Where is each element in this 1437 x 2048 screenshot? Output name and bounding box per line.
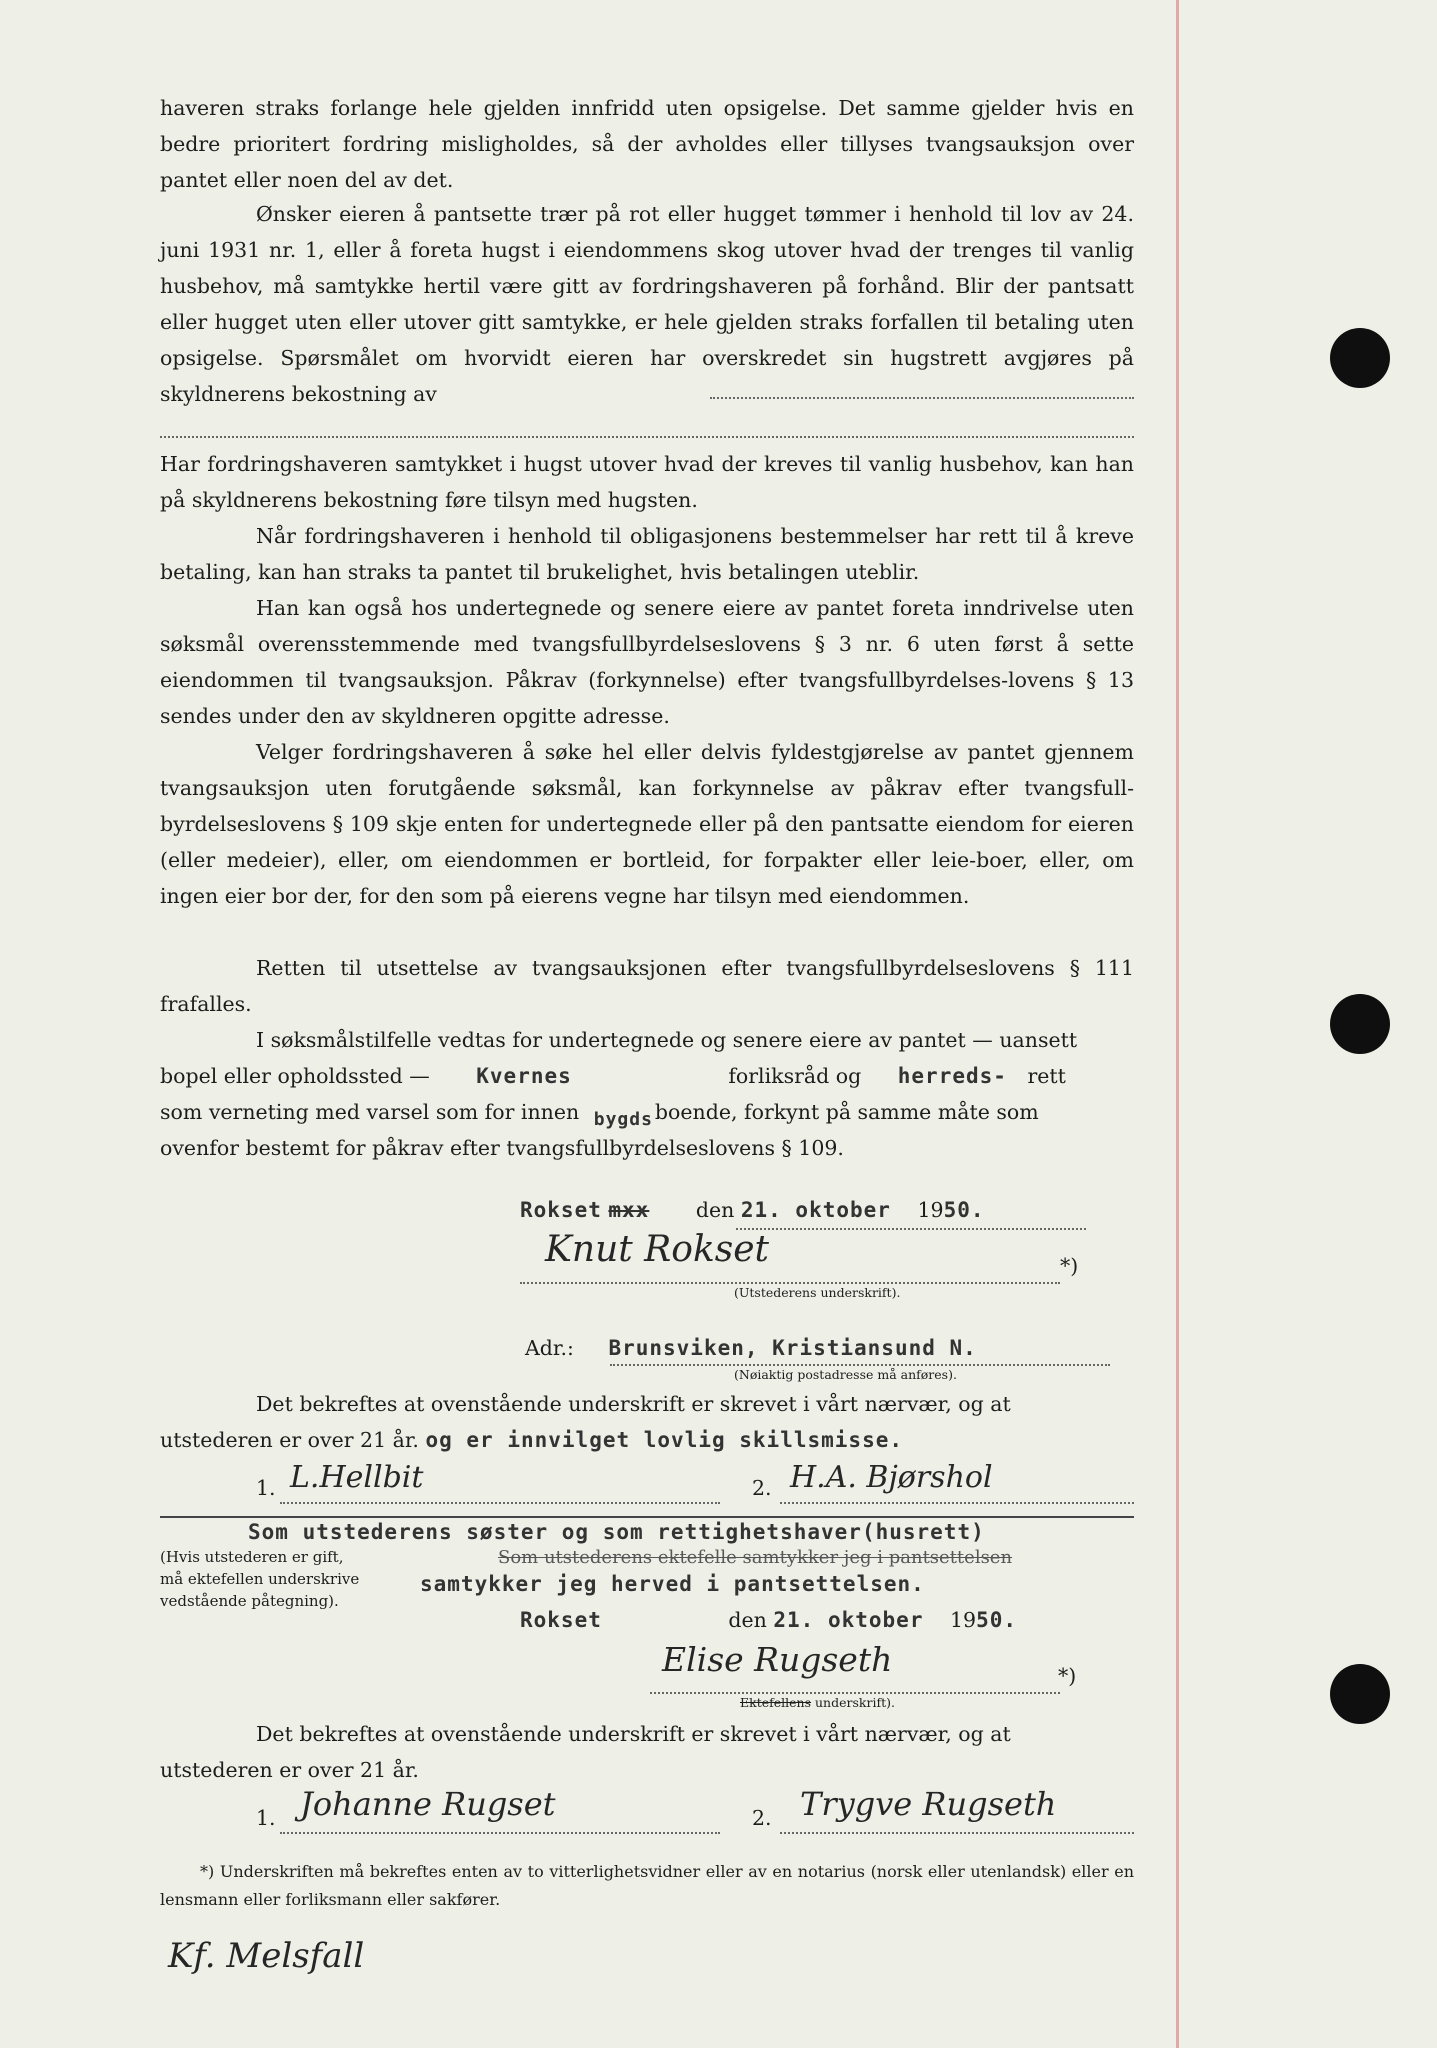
spouse-note-line1: (Hvis utstederen er gift,: [160, 1548, 344, 1566]
issuer-signature-caption: (Utstederens underskrift).: [734, 1285, 901, 1300]
paragraph-8-line4: ovenfor bestemt for påkrav efter tvangsfullbyrdelseslovens § 109.: [160, 1136, 844, 1160]
venue-bygds-filled: bygds: [593, 1109, 653, 1130]
witness-2-signature: H.A. Bjørshol: [790, 1460, 993, 1495]
spouse-place-date: [520, 1602, 1017, 1638]
issuer-place: Rokset: [520, 1198, 602, 1222]
witness-1-line: [280, 1502, 720, 1504]
issuer-place-date: [520, 1192, 985, 1228]
punch-hole-top: [1330, 328, 1390, 388]
issuer-address-row: [525, 1330, 977, 1366]
blank-dotted-line-2: [160, 436, 1134, 438]
address-label: Adr.:: [525, 1336, 574, 1360]
punch-hole-bottom: [1330, 1664, 1390, 1724]
paragraph-2-hugst: Ønsker eieren å pantsette trær på rot eller hugget tømmer i henhold til lov av 24. juni 1931 nr. 1, eller å foreta hugst i eiendommens skog utover hvad der trenges til vanlig husbehov, må samtykke hertil være gitt av fordringshaveren på forhånd. Blir der pantsatt eller hugget uten eller utover gitt samtykke, er hele gjelden straks forfallen til betaling uten opsigelse. Spørsmålet om hvorvidt eieren har overskredet sin hugstrett avgjøres på skyldnerens bekostning av: [160, 202, 1134, 406]
spouse-year-prefix: 19: [950, 1608, 977, 1632]
issuer-footnote-mark: *): [1060, 1254, 1079, 1278]
venue-text-post: rett: [1027, 1064, 1066, 1088]
red-margin-line: [1176, 0, 1179, 2048]
paragraph-8-line2: [160, 1058, 1066, 1094]
venue-text-mid: forliksråd og: [728, 1064, 862, 1088]
venue-type-filled: herreds-: [897, 1064, 1007, 1088]
paragraph-6: Velger fordringshaveren å søke hel eller delvis fyldestgjørelse av pantet gjennem tvangsauksjon uten forutgående søksmål, kan forkynnelse av påkrav efter tvangsfull-byrdelseslovens § 109 skje enten for undertegnede eller på den pantsatte eiendom for eieren (eller medeier), eller, om eiendommen er bortleid, for forpakter eller leie-boer, eller, om ingen eier bor der, for den som på eierens vegne har tilsyn med eiendommen.: [160, 740, 1134, 908]
paragraph-3: Har fordringshaveren samtykket i hugst utover hvad der kreves til vanlig husbehov, kan han på skyldnerens bekostning føre tilsyn med hugsten.: [160, 452, 1134, 512]
venue-line3-post: boende, forkynt på samme måte som: [654, 1100, 1039, 1124]
spouse-witness-1-signature: Johanne Rugset: [300, 1785, 556, 1823]
spouse-note-line2: må ektefellen underskrive: [160, 1570, 360, 1588]
issuer-year-prefix: 19: [917, 1198, 944, 1222]
spouse-note-line3: vedstående påtegning).: [160, 1592, 339, 1610]
spouse-year: 50.: [976, 1608, 1018, 1632]
paragraph-8-line3: [160, 1094, 1039, 1132]
spouse-footnote-mark: *): [1058, 1664, 1077, 1688]
spouse-witness-confirm-line1: Det bekreftes at ovenstående underskrift er skrevet i vårt nærvær, og at: [256, 1722, 1011, 1746]
witness-1-number: 1.: [256, 1476, 276, 1500]
spouse-den-label: den: [728, 1608, 767, 1632]
spouse-signature-caption: [740, 1694, 895, 1712]
spouse-witness-1-number: 1.: [256, 1806, 276, 1830]
spouse-witness-2-number: 2.: [752, 1806, 772, 1830]
spouse-caption-struck: Ektefellens: [740, 1695, 812, 1710]
paragraph-8-line1: I søksmålstilfelle vedtas for undertegnede og senere eiere av pantet — uansett: [256, 1028, 1078, 1052]
witness-2-number: 2.: [752, 1476, 772, 1500]
footnote-text: *) Underskriften må bekreftes enten av to vitterlighetsvidner eller av en notarius (norsk eller utenlandsk) eller en lensmann eller forliksmann eller sakfører.: [160, 1862, 1134, 1909]
blank-dotted-line: [710, 397, 1134, 399]
sister-consent-typed-line1: Som utstederens søster og som rettighetshaver(husrett): [248, 1520, 985, 1544]
punch-hole-middle: [1330, 994, 1390, 1054]
issuer-den-label: den: [695, 1198, 735, 1222]
witness-confirm-text: utstederen er over 21 år.: [160, 1428, 419, 1452]
spouse-caption-rest: underskrift).: [815, 1695, 895, 1710]
spouse-witness-confirm-line2: utstederen er over 21 år.: [160, 1758, 419, 1782]
spouse-date: 21. oktober: [773, 1608, 924, 1632]
spouse-witness-2-signature: Trygve Rugseth: [800, 1785, 1057, 1823]
sister-consent-typed-line2: samtykker jeg herved i pantsettelsen.: [420, 1572, 925, 1596]
issuer-date: 21. oktober: [740, 1198, 891, 1222]
paragraph-5: Han kan også hos undertegnede og senere eiere av pantet foreta inndrivelse uten søksmål overensstemmende med tvangsfullbyrdelseslovens § 3 nr. 6 uten først å sette eiendommen til tvangsauksjon. Påkrav (forkynnelse) efter tvangsfullbyrdelses-lovens § 13 sendes under den av skyldneren opgitte adresse.: [160, 596, 1134, 728]
venue-text-pre: bopel eller opholdssted —: [160, 1064, 430, 1088]
spouse-witness-1-line: [280, 1832, 720, 1834]
venue-line3-pre: som verneting med varsel som for innen: [160, 1100, 580, 1124]
issuer-date-line: [736, 1228, 1086, 1230]
address-caption: (Nøiaktig postadresse må anføres).: [734, 1367, 957, 1382]
printed-spouse-consent-struck: Som utstederens ektefelle samtykker jeg i pantsettelsen: [498, 1547, 1013, 1568]
venue-court-filled: Kvernes: [476, 1064, 572, 1088]
witness-2-line: [780, 1502, 1134, 1504]
bottom-handwritten-note: Kf. Melsfall: [168, 1936, 365, 1976]
issuer-signature: Knut Rokset: [545, 1229, 770, 1270]
spouse-signature: Elise Rugseth: [662, 1640, 893, 1679]
paragraph-7: Retten til utsettelse av tvangsauksjonen efter tvangsfullbyrdelseslovens § 111 frafalles.: [160, 956, 1134, 1016]
paragraph-4: Når fordringshaveren i henhold til obligasjonens bestemmelser har rett til å kreve betaling, kan han straks ta pantet til brukelighet, hvis betalingen uteblir.: [160, 524, 1134, 584]
paragraph-1: haveren straks forlange hele gjelden innfridd uten opsigelse. Det samme gjelder hvis en bedre prioritert fordring misligholdes, så der avholdes eller tillyses tvangsauksjon over pantet eller noen del av det.: [160, 96, 1134, 192]
spouse-witness-2-line: [780, 1832, 1134, 1834]
witness-1-signature: L.Hellbit: [290, 1460, 424, 1495]
witness-addendum: og er innvilget lovlig skillsmisse.: [425, 1428, 903, 1452]
issuer-address: Brunsviken, Kristiansund N.: [608, 1336, 977, 1360]
spouse-note: [160, 1546, 359, 1612]
issuer-place-struck: mxx: [608, 1198, 650, 1222]
witness-confirm-line1: Det bekreftes at ovenstående underskrift er skrevet i vårt nærvær, og at: [256, 1392, 1011, 1416]
spouse-place: Rokset: [520, 1608, 602, 1632]
witness-confirm-line2: [160, 1422, 903, 1458]
issuer-year: 50.: [943, 1198, 985, 1222]
